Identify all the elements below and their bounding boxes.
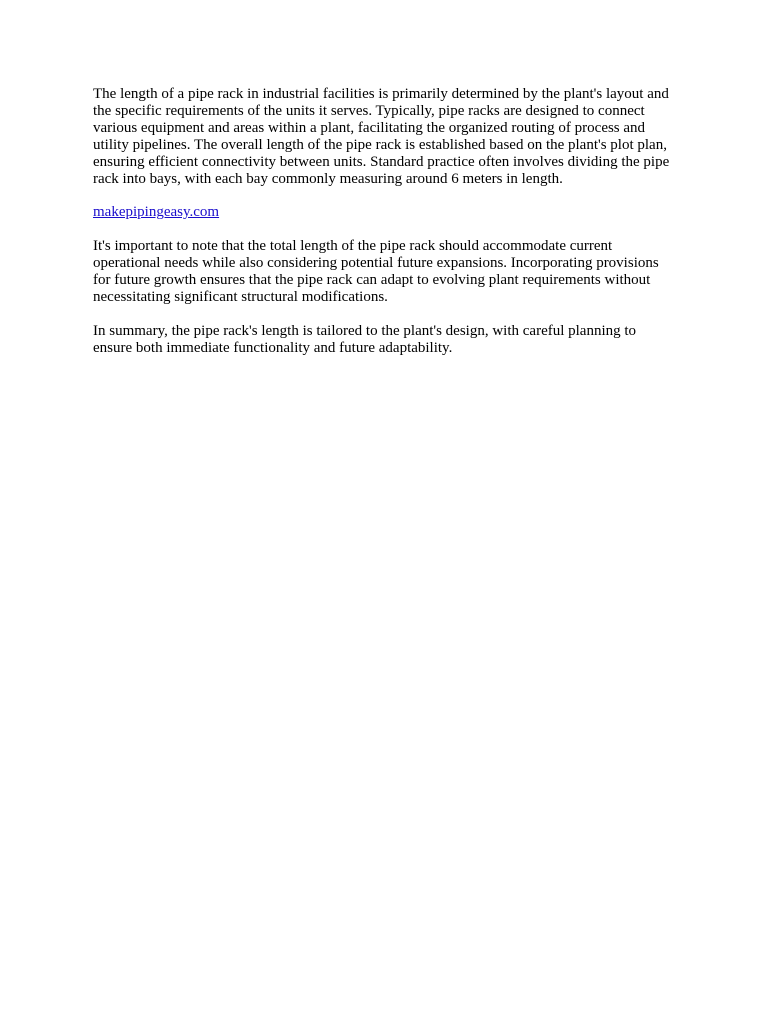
paragraph-expansion: It's important to note that the total length of the pipe rack should accommodate current operational needs while also considering potential future expansions. Incorporating provisions for future growth ensures that the pipe rack can adapt to evolving plant requirements without necessitating significant structural modifications.	[93, 238, 659, 306]
link-paragraph	[93, 204, 673, 221]
paragraph-intro: The length of a pipe rack in industrial facilities is primarily determined by the plant's layout and the specific requirements of the units it serves. Typically, pipe racks are designed to connect various equipment and areas within a plant, facilitating the organized routing of process and utility pipelines. The overall length of the pipe rack is established based on the plant's plot plan, ensuring efficient connectivity between units. Standard practice often involves dividing the pipe rack into bays, with each bay commonly measuring around 6 meters in length.	[93, 86, 670, 187]
makepipingeasy-link[interactable]: makepipingeasy.com	[93, 204, 220, 221]
paragraph-summary: In summary, the pipe rack's length is tailored to the plant's design, with careful planning to ensure both immediate functionality and future adaptability.	[93, 322, 637, 356]
document-body	[93, 86, 673, 374]
